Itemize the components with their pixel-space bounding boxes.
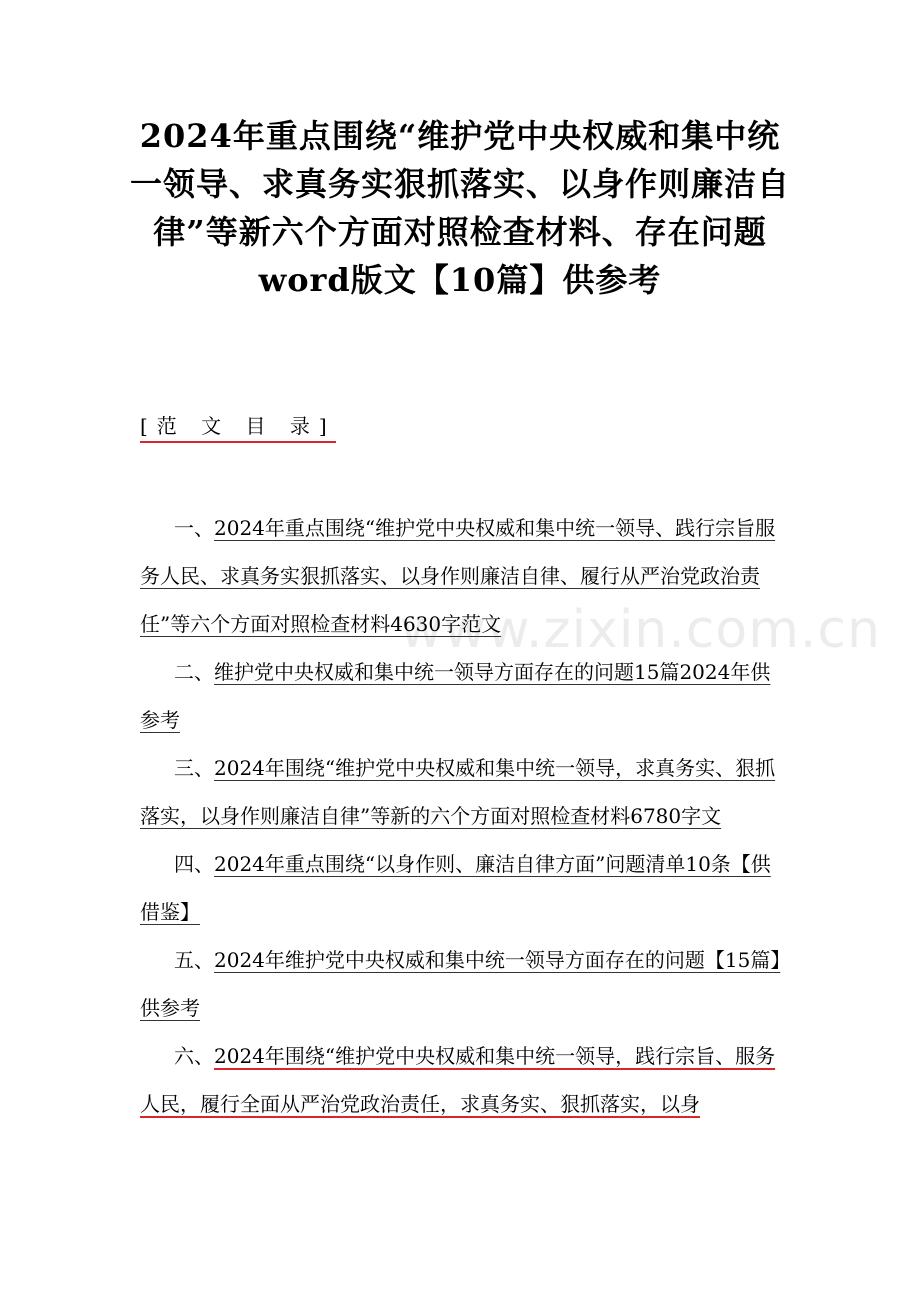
toc-link[interactable]: 2024年围绕“维护党中央权威和集中统一领导，践行宗旨、服务人民，履行全面从严治党政治责任，求真务实、狠抓落实，以身 <box>140 1044 776 1116</box>
toc-link[interactable]: 2024年重点围绕“以身作则、廉洁自律方面”问题清单10条【供借鉴】 <box>140 852 771 924</box>
toc-item-1[interactable] <box>140 504 785 648</box>
toc-item-4[interactable] <box>140 840 785 936</box>
toc-item-3[interactable] <box>140 744 785 840</box>
toc-heading: [范 文 目 录] <box>140 410 336 443</box>
toc-link[interactable]: 2024年重点围绕“维护党中央权威和集中统一领导、践行宗旨服务人民、求真务实狠抓落实、以身作则廉洁自律、履行从严治党政治责任”等六个方面对照检查材料4630字范文 <box>140 516 776 636</box>
toc-item-number: 二、 <box>174 660 214 684</box>
toc-item-5[interactable] <box>140 936 785 1032</box>
toc-item-number: 三、 <box>174 756 214 780</box>
toc-link[interactable]: 2024年维护党中央权威和集中统一领导方面存在的问题【15篇】供参考 <box>140 948 781 1020</box>
document-title: 2024年重点围绕“维护党中央权威和集中统一领导、求真务实狠抓落实、以身作则廉洁自律”等新六个方面对照检查材料、存在问题word版文【10篇】供参考 <box>130 117 791 299</box>
table-of-contents <box>140 504 785 1128</box>
toc-item-number: 四、 <box>174 852 214 876</box>
watermark: www.zixin.com.cn <box>400 600 881 660</box>
toc-item-6[interactable] <box>140 1032 785 1128</box>
toc-item-2[interactable] <box>140 648 785 744</box>
toc-item-number: 一、 <box>174 516 214 540</box>
toc-item-number: 五、 <box>174 948 214 972</box>
toc-link[interactable]: 2024年围绕“维护党中央权威和集中统一领导，求真务实、狠抓落实，以身作则廉洁自律”等新的六个方面对照检查材料6780字文 <box>140 756 776 828</box>
toc-link[interactable]: 维护党中央权威和集中统一领导方面存在的问题15篇2024年供参考 <box>140 660 771 732</box>
toc-item-number: 六、 <box>174 1044 214 1068</box>
